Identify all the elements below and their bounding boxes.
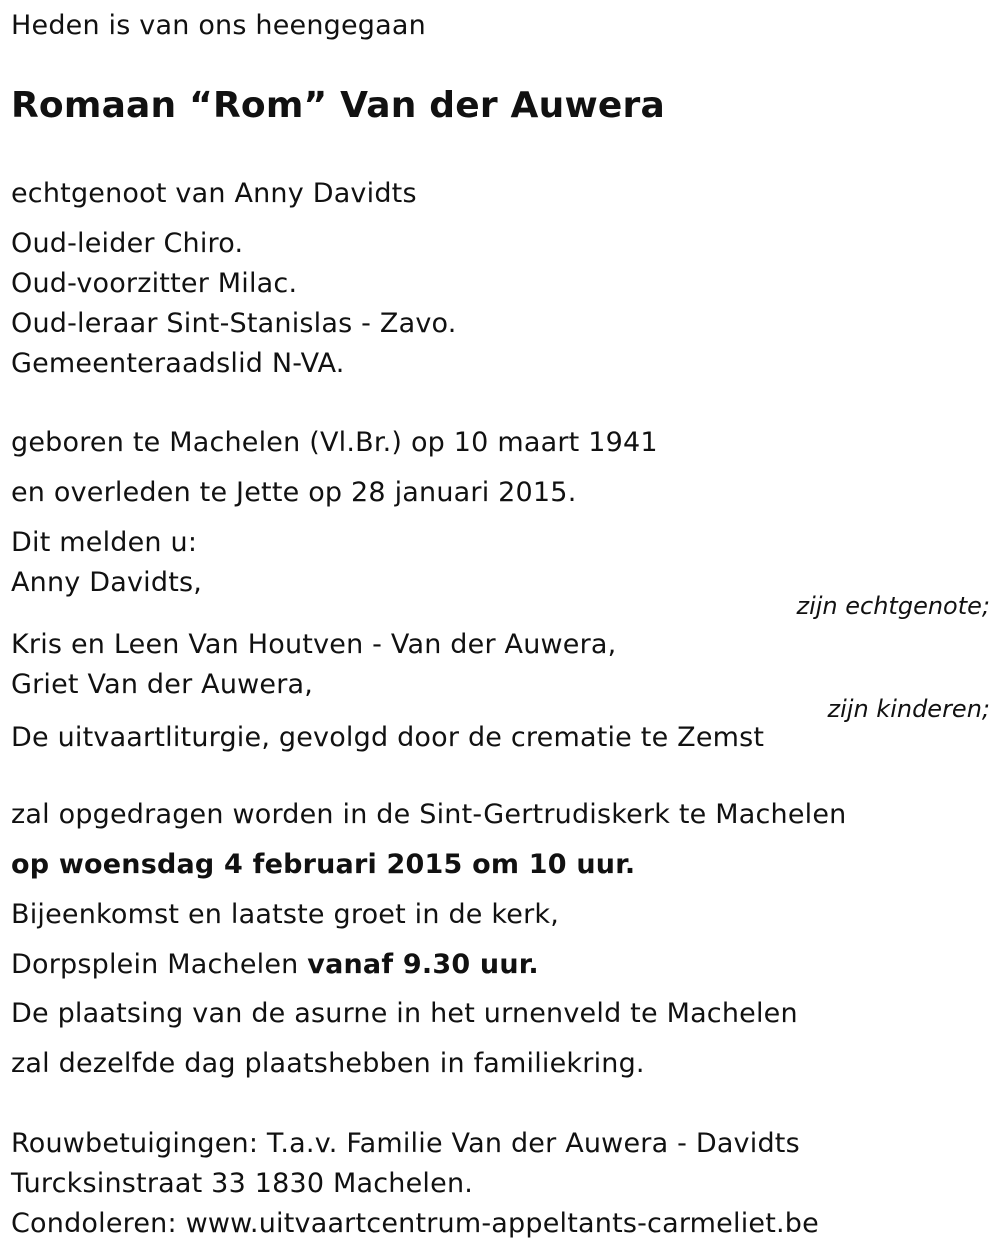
funeral-date-time: op woensdag 4 februari 2015 om 10 uur. (11, 849, 636, 880)
condolence-address: Rouwbetuigingen: T.a.v. Familie Van der Auwera - Davidts (11, 1128, 800, 1159)
mourner-child: Griet Van der Auwera, (11, 669, 314, 700)
spouse-line: echtgenoot van Anny Davidts (11, 178, 417, 209)
mourner-child: Kris en Leen Van Houtven - Van der Auwera, (11, 629, 617, 660)
role-item: Oud-leider Chiro. (11, 228, 244, 259)
funeral-line: Bijeenkomst en laatste groet in de kerk, (11, 899, 559, 930)
intro-text: Heden is van ons heengegaan (11, 10, 426, 41)
announce-line: Dit melden u: (11, 527, 198, 558)
mourner-spouse: Anny Davidts, (11, 567, 203, 598)
role-item: Oud-voorzitter Milac. (11, 268, 298, 299)
funeral-gathering-time: vanaf 9.30 uur. (307, 949, 539, 980)
mourner-children-role: zijn kinderen; (827, 695, 990, 723)
birth-line: geboren te Machelen (Vl.Br.) op 10 maart 1941 (11, 427, 658, 458)
condolence-website: Condoleren: www.uitvaartcentrum-appeltants-carmeliet.be (11, 1208, 819, 1239)
death-line: en overleden te Jette op 28 januari 2015. (11, 477, 577, 508)
funeral-line: zal opgedragen worden in de Sint-Gertrudiskerk te Machelen (11, 799, 847, 830)
funeral-location: Dorpsplein Machelen (11, 949, 308, 980)
role-item: Gemeenteraadslid N-VA. (11, 348, 345, 379)
funeral-line: zal dezelfde dag plaatshebben in familiekring. (11, 1048, 645, 1079)
funeral-line: De uitvaartliturgie, gevolgd door de crematie te Zemst (11, 722, 765, 753)
condolence-address: Turcksinstraat 33 1830 Machelen. (11, 1168, 474, 1199)
deceased-name: Romaan “Rom” Van der Auwera (11, 85, 665, 126)
mourner-spouse-role: zijn echtgenote; (796, 592, 990, 620)
funeral-line (11, 949, 539, 981)
role-item: Oud-leraar Sint-Stanislas - Zavo. (11, 308, 457, 339)
funeral-line: De plaatsing van de asurne in het urnenveld te Machelen (11, 998, 798, 1029)
